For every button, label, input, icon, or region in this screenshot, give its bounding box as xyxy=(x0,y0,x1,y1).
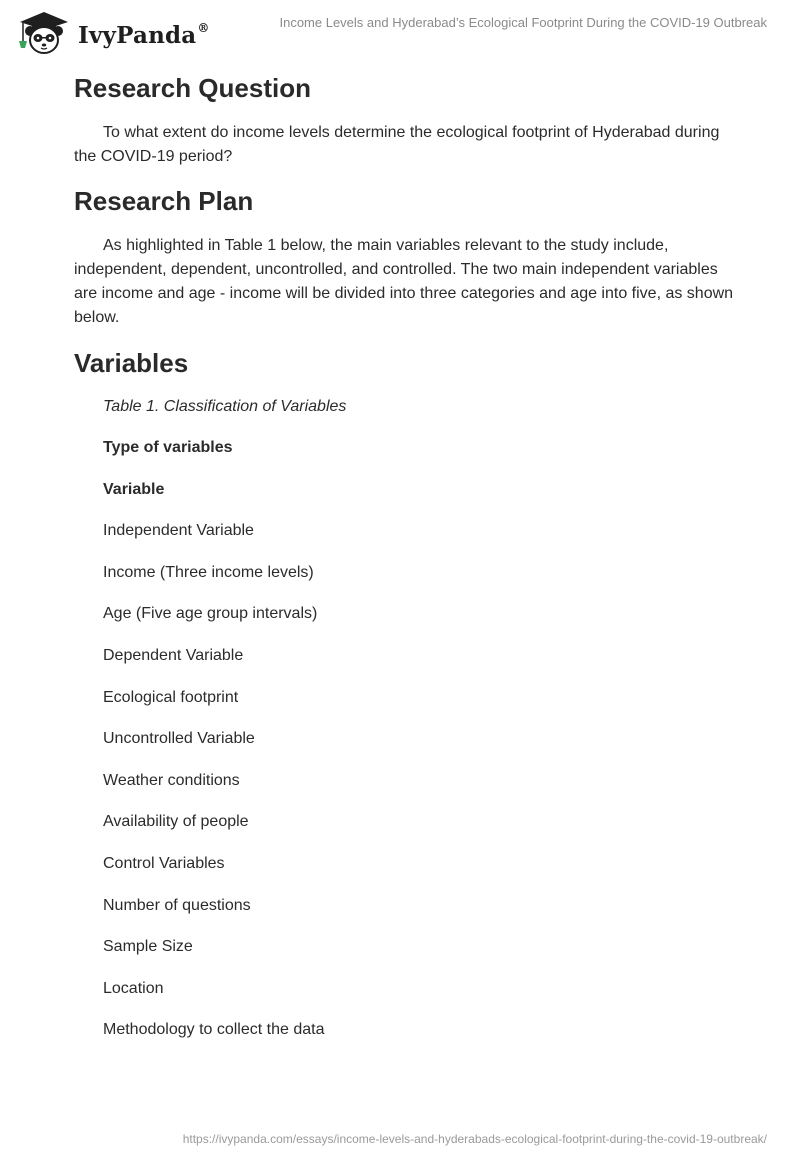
list-item: Weather conditions xyxy=(103,771,240,789)
list-item: Sample Size xyxy=(103,938,193,956)
table-header-variable: Variable xyxy=(103,480,165,498)
list-item: Location xyxy=(103,979,164,997)
list-item: Uncontrolled Variable xyxy=(103,730,255,748)
list-item: Income (Three income levels) xyxy=(103,563,314,581)
list-item: Age (Five age group intervals) xyxy=(103,605,318,623)
research-plan-heading: Research Plan xyxy=(74,186,254,216)
list-item: Availability of people xyxy=(103,813,249,831)
research-question-section xyxy=(74,68,734,169)
list-item: Ecological footprint xyxy=(103,688,239,706)
source-url-link[interactable]: https://ivypanda.com/essays/income-levels-and-hyderabads-ecological-footprint-during-the-covid-19-outbreak/ xyxy=(182,1132,767,1146)
research-question-heading: Research Question xyxy=(74,73,311,103)
list-item: Number of questions xyxy=(103,896,251,914)
panda-mascot-icon xyxy=(14,8,74,56)
variables-list xyxy=(103,436,734,1042)
list-item: Control Variables xyxy=(103,854,225,872)
variables-heading: Variables xyxy=(74,348,189,378)
document-title: Income Levels and Hyderabad’s Ecological Footprint During the COVID-19 Outbreak xyxy=(279,15,767,30)
list-item: Dependent Variable xyxy=(103,646,244,664)
research-question-paragraph: To what extent do income levels determine the ecological footprint of Hyderabad during the COVID-19 period? xyxy=(74,124,720,165)
research-plan-paragraph: As highlighted in Table 1 below, the main variables relevant to the study include, independent, dependent, uncontrolled, and controlled. The two main independent variables are income and age - income will be divided into three categories and age into five, as shown below. xyxy=(74,237,734,326)
logo-wordmark: IvyPanda® xyxy=(78,20,210,49)
table-caption: Table 1. Classification of Variables xyxy=(103,398,347,415)
research-plan-section xyxy=(74,181,734,330)
variables-section xyxy=(74,343,734,1042)
essay-content xyxy=(74,68,734,1060)
list-item: Methodology to collect the data xyxy=(103,1021,325,1039)
ivypanda-logo[interactable] xyxy=(14,8,210,56)
list-item: Independent Variable xyxy=(103,522,254,540)
table-header-type: Type of variables xyxy=(103,439,233,456)
